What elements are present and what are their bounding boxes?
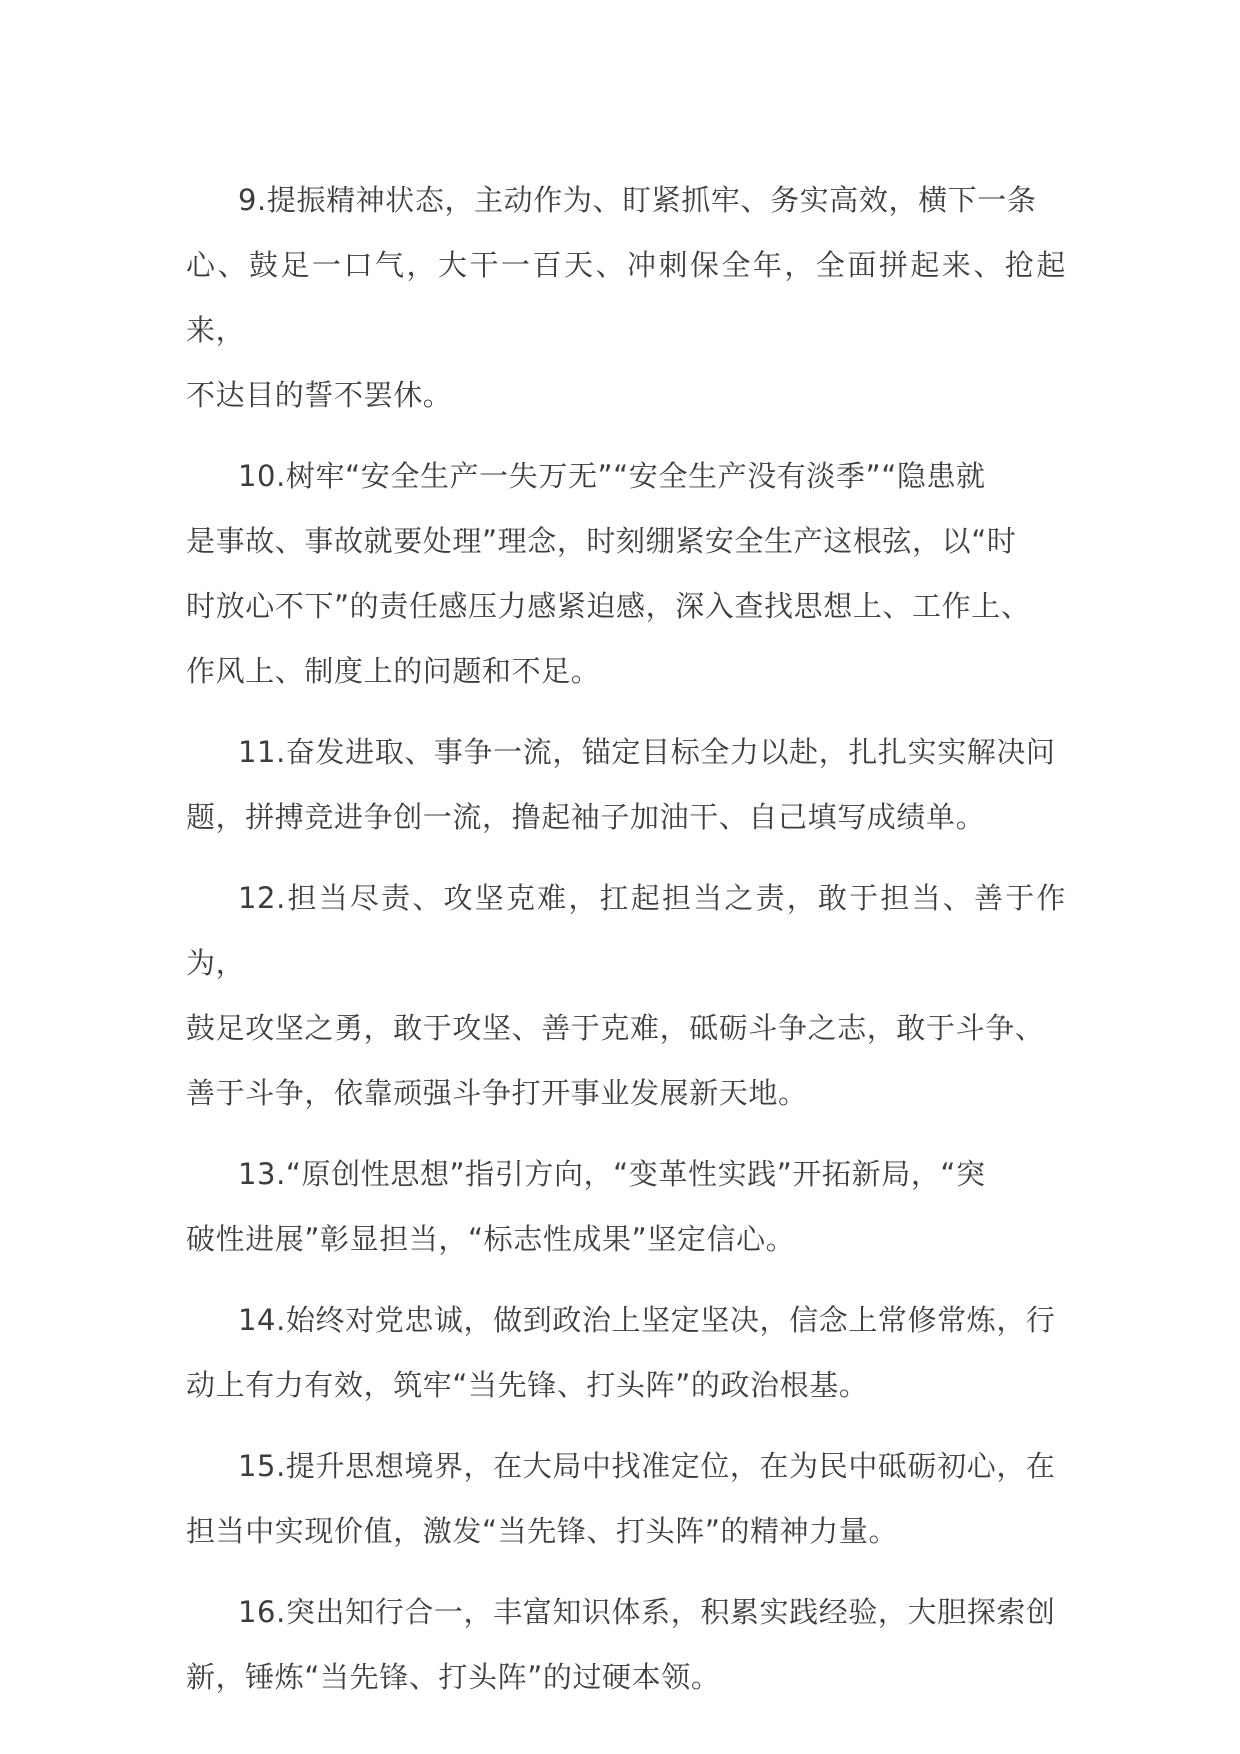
paragraph-line: 9.提振精神状态，主动作为、盯紧抓牢、务实高效，横下一条: [238, 183, 1037, 217]
paragraph-line: 动上有力有效，筑牢“当先锋、打头阵”的政治根基。: [186, 1368, 869, 1402]
paragraph-line: 心、鼓足一口气，大干一百天、冲刺保全年，全面拼起来、抢起来，: [186, 248, 1066, 347]
paragraph-10: [186, 444, 1066, 704]
paragraph-16: [186, 1580, 1066, 1710]
paragraph-15: [186, 1434, 1066, 1564]
paragraph-line: 13.“原创性思想”指引方向，“变革性实践”开拓新局，“突: [238, 1157, 986, 1191]
paragraph-line: 16.突出知行合一，丰富知识体系，积累实践经验，大胆探索创: [238, 1595, 1056, 1629]
paragraph-line: 担当中实现价值，激发“当先锋、打头阵”的精神力量。: [186, 1514, 899, 1548]
paragraph-12: [186, 866, 1066, 1126]
paragraph-line: 12.担当尽责、攻坚克难，扛起担当之责，敢于担当、善于作为，: [186, 881, 1066, 980]
paragraph-line: 新，锤炼“当先锋、打头阵”的过硬本领。: [186, 1660, 721, 1694]
paragraph-line: 作风上、制度上的问题和不足。: [186, 654, 601, 688]
paragraph-line: 破性进展”彰显担当，“标志性成果”坚定信心。: [186, 1222, 796, 1256]
paragraph-line: 题，拼搏竞进争创一流，撸起袖子加油干、自己填写成绩单。: [186, 800, 986, 834]
paragraph-line: 14.始终对党忠诚，做到政治上坚定坚决，信念上常修常炼，行: [238, 1303, 1056, 1337]
paragraph-line: 不达目的誓不罢休。: [186, 378, 453, 412]
paragraph-line: 11.奋发进取、事争一流，锚定目标全力以赴，扎扎实实解决问: [238, 735, 1056, 769]
paragraph-line: 时放心不下”的责任感压力感紧迫感，深入查找思想上、工作上、: [186, 589, 1031, 623]
paragraph-line: 善于斗争，依靠顽强斗争打开事业发展新天地。: [186, 1076, 808, 1110]
paragraph-line: 10.树牢“安全生产一失万无”“安全生产没有淡季”“隐患就: [238, 459, 986, 493]
paragraph-line: 是事故、事故就要处理”理念，时刻绷紧安全生产这根弦，以“时: [186, 524, 1017, 558]
paragraph-line: 鼓足攻坚之勇，敢于攻坚、善于克难，砥砺斗争之志，敢于斗争、: [186, 1011, 1045, 1045]
paragraph-14: [186, 1288, 1066, 1418]
paragraph-line: 15.提升思想境界，在大局中找准定位，在为民中砥砺初心，在: [238, 1449, 1056, 1483]
paragraph-9: [186, 168, 1066, 428]
document-body: [186, 168, 1066, 1726]
paragraph-11: [186, 720, 1066, 850]
paragraph-13: [186, 1142, 1066, 1272]
